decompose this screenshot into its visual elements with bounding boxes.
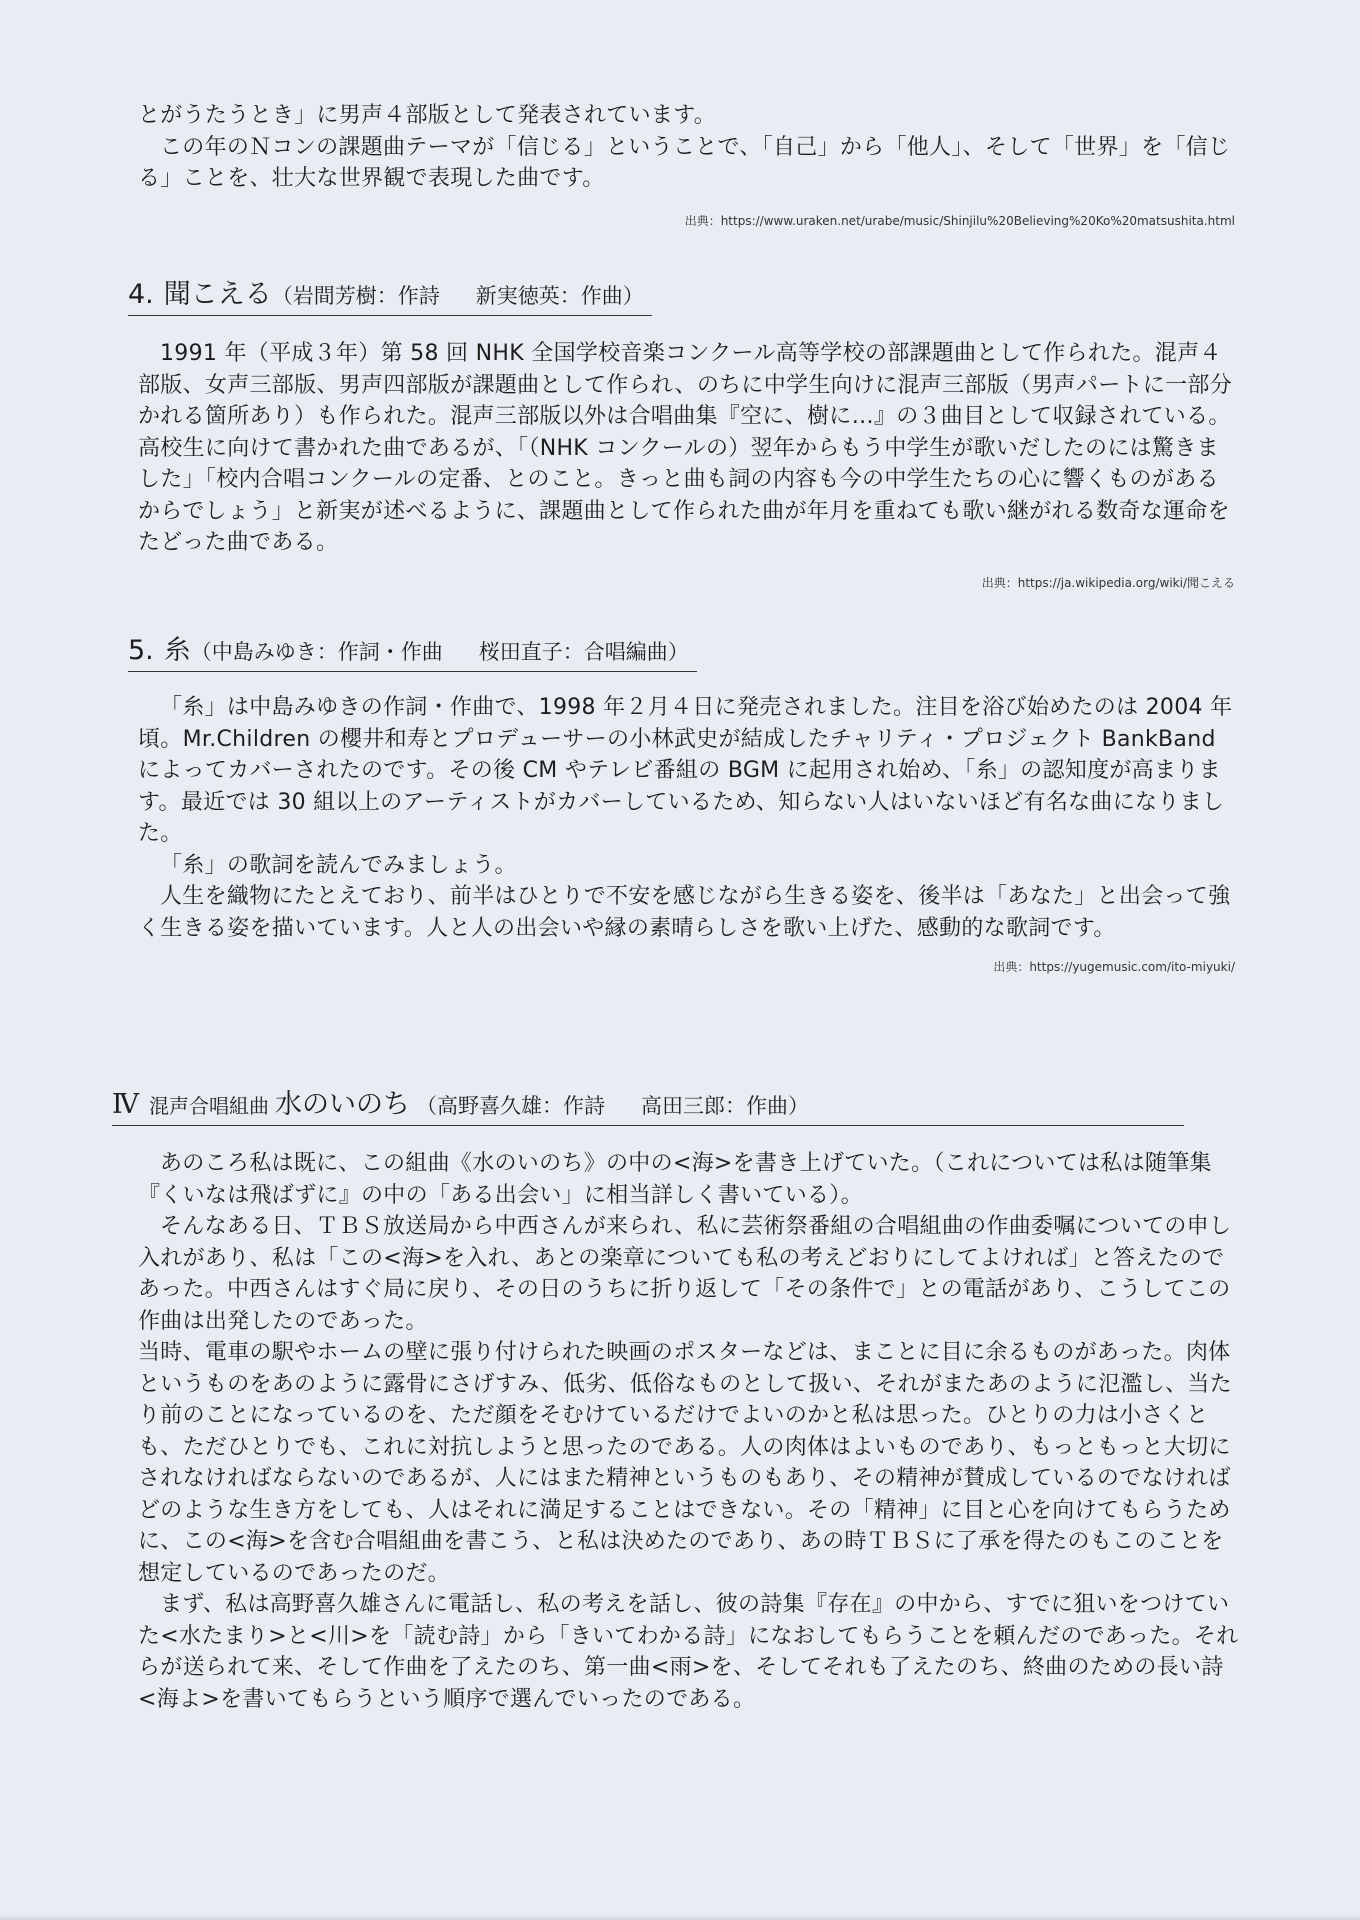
section-5-paragraph-3: 人生を織物にたとえており、前半はひとりで不安を感じながら生きる姿を、後半は「あなた」と出会って強く生きる姿を描いています。人と人の出会いや縁の素晴らしさを歌い上げた、感動的な歌詞です。 — [138, 884, 1231, 941]
section-5-body — [138, 692, 1240, 944]
intro-text — [138, 100, 1240, 195]
section-iv-number: Ⅳ — [112, 1089, 139, 1120]
section-iv-paragraph-4: まず、私は高野喜久雄さんに電話し、私の考えを話し、彼の詩集『存在』の中から、すでに狙いをつけていた<水たまり>と<川>を「読む詩」から「きいてわかる詩」になおしてもらうことを頼んだのであった。それらが送られて来、そして作曲を了えたのち、第一曲<雨>を、そしてそれも了えたのち、終曲のための長い詩<海よ>を書いてもらうという順序で選んでいったのである。 — [138, 1592, 1239, 1712]
section-iv-paragraph-2: そんなある日、ＴＢＳ放送局から中西さんが来られ、私に芸術祭番組の合唱組曲の作曲委嘱についての申し入れがあり、私は「この<海>を入れ、あとの楽章についても私の考えどおりにしてよければ」と答えたのであった。中西さんはすぐ局に戻り、その日のうちに折り返して「その条件で」との電話があり、こうしてこの作曲は出発したのであった。 — [138, 1214, 1232, 1334]
section-iv-paragraph-1: あのころ私は既に、この組曲《水のいのち》の中の<海>を書き上げていた。（これについては私は随筆集『くいなは飛ばずに』の中の「ある出会い」に相当詳しく書いている）。 — [138, 1151, 1212, 1208]
intro-paragraph-2: この年のＮコンの課題曲テーマが「信じる」ということで、「自己」から「他人」、そして「世界」を「信じる」ことを、壮大な世界観で表現した曲です。 — [138, 134, 1231, 191]
section-4-paragraph-1: 1991 年（平成３年）第 58 回 NHK 全国学校音楽コンクール高等学校の部課題曲として作られた。混声４部版、女声三部版、男声四部版が課題曲として作られ、のちに中学生向けに混声三部版（男声パートに一部分かれる箇所あり）も作られた。混声三部版以外は合唱曲集『空に、樹に…』の３曲目として収録されている。高校生に向けて書かれた曲であるが、「（NHK コンクールの）翌年からもう中学生が歌いだしたのには驚きました」「校内合唱コンクールの定番、とのこと。きっと曲も詞の内容も今の中学生たちの心に響くものがあるからでしょう」と新実が述べるように、課題曲として作られた曲が年月を重ねても歌い継がれる数奇な運命をたどった曲である。 — [138, 341, 1233, 555]
intro-source: 出典：https://www.uraken.net/urabe/music/Shinjilu%20Believing%20Ko%20matsushita.html — [684, 214, 1235, 228]
section-5-source: 出典：https://yugemusic.com/ito-miyuki/ — [993, 960, 1235, 974]
section-4-body — [138, 338, 1240, 559]
section-4-source: 出典：https://ja.wikipedia.org/wiki/聞こえる — [981, 576, 1235, 590]
section-iv-credit-lyrics: （高野喜久雄：作詩 — [415, 1094, 605, 1118]
section-4-heading — [128, 272, 652, 316]
section-iv-credit-music: 高田三郎：作曲） — [640, 1094, 809, 1118]
scan-bottom-edge — [0, 1914, 1360, 1920]
section-iv-body — [138, 1148, 1240, 1715]
section-4-credit-lyrics: （岩間芳樹：作詩 — [271, 284, 440, 308]
section-5-paragraph-2: 「糸」の歌詞を読んでみましょう。 — [160, 852, 517, 878]
section-iv-heading — [112, 1082, 1184, 1126]
section-5-paragraph-1: 「糸」は中島みゆきの作詞・作曲で、1998 年２月４日に発売されました。注目を浴び始めたのは 2004 年頃。Mr.Children の櫻井和寿とプロデューサーの小林武史が結成したチャリティ・プロジェクト BankBand によってカバーされたのです。その後 CM やテレビ番組の BGM に起用され始め、「糸」の認知度が高まります。最近では 30 組以上のアーティストがカバーしているため、知らない人はいないほど有名な曲になりました。 — [138, 695, 1233, 846]
section-4-title: 聞こえる — [163, 279, 272, 310]
section-iv-subtitle: 混声合唱組曲 — [148, 1094, 269, 1118]
section-iv-title: 水のいのち — [274, 1089, 410, 1120]
section-5-title: 糸 — [163, 635, 191, 666]
section-5-credit-music: 桜田直子：合唱編曲） — [478, 640, 689, 664]
section-5-number: 5. — [128, 635, 154, 666]
section-iv-paragraph-3: 当時、電車の駅やホームの壁に張り付けられた映画のポスターなどは、まことに目に余るものがあった。肉体というものをあのように露骨にさげすみ、低劣、低俗なものとして扱い、それがまたあのように氾濫し、当たり前のことになっているのを、ただ顔をそむけているだけでよいのかと私は思った。ひとりの力は小さくとも、ただひとりでも、これに対抗しようと思ったのである。人の肉体はよいものであり、もっともっと大切にされなければならないのであるが、人にはまた精神というものもあり、その精神が賛成しているのでなければどのような生き方をしても、人はそれに満足することはできない。その「精神」に目と心を向けてもらうために、この<海>を含む合唱組曲を書こう、と私は決めたのであり、あの時ＴＢＳに了承を得たのもこのことを想定しているのであったのだ。 — [138, 1340, 1233, 1586]
intro-paragraph-1: とがうたうとき」に男声４部版として発表されています。 — [138, 103, 717, 128]
section-4-credit-music: 新実徳英：作曲） — [475, 284, 644, 308]
section-5-credit-lyrics: （中島みゆき：作詞・作曲 — [190, 640, 443, 664]
section-5-heading — [128, 628, 697, 672]
section-4-number: 4. — [128, 279, 154, 310]
